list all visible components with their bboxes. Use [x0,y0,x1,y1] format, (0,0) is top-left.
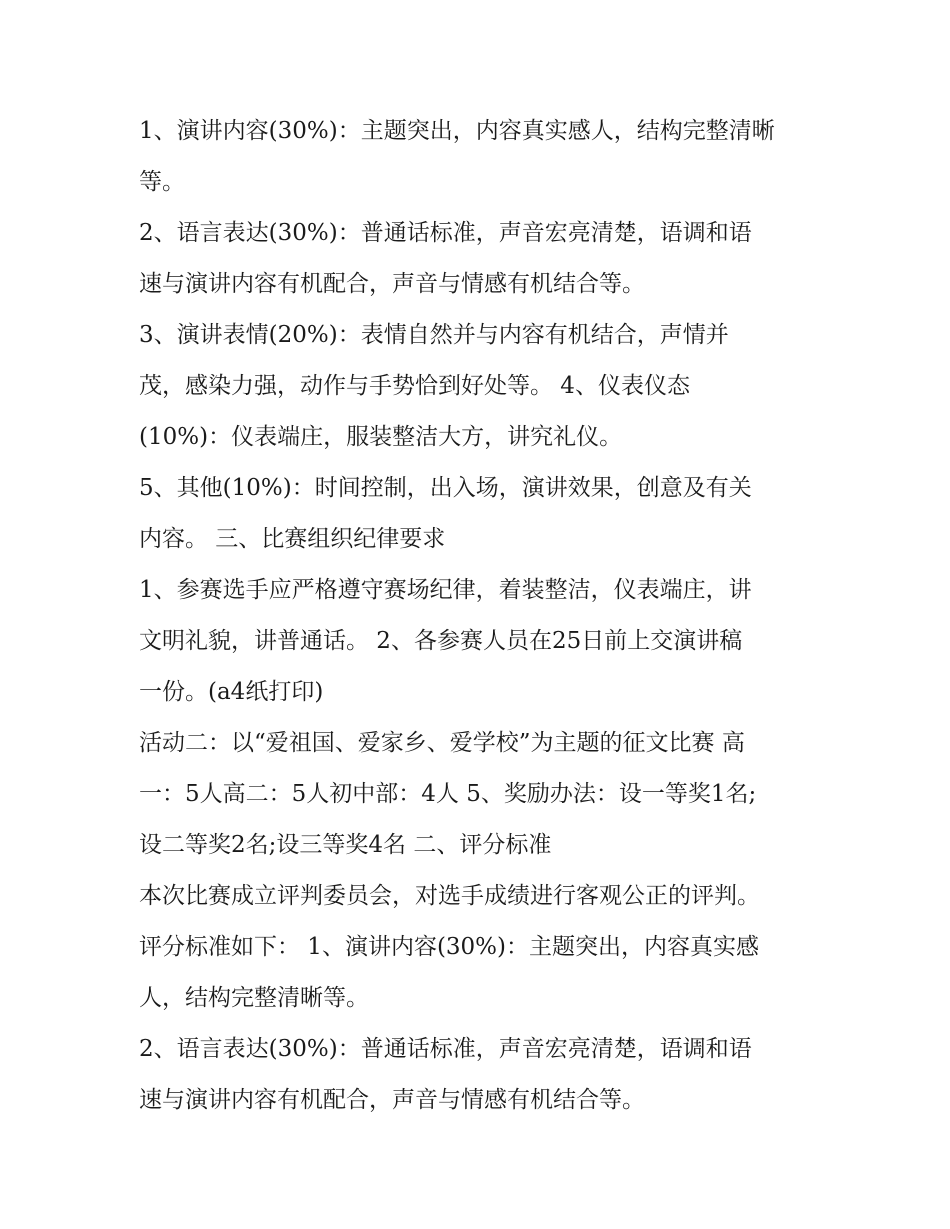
text-line: 等。 [139,169,185,195]
text-line: 本次比赛成立评判委员会，对选手成绩进行客观公正的评判。 [139,883,760,909]
document-body [139,108,829,1128]
text-line: 文明礼貌，讲普通话。 2、各参赛人员在25日前上交演讲稿 [139,628,743,654]
text-line: 2、语言表达(30%)：普通话标准，声音宏亮清楚，语调和语 [139,1036,752,1062]
text-line: 2、语言表达(30%)：普通话标准，声音宏亮清楚，语调和语 [139,220,752,246]
text-line: 活动二：以“爱祖国、爱家乡、爱学校”为主题的征文比赛 高 [139,730,745,756]
text-line: 1、参赛选手应严格遵守赛场纪律，着装整洁，仪表端庄，讲 [139,577,752,603]
text-line: 一份。(a4纸打印) [139,679,324,705]
text-line: 人，结构完整清晰等。 [139,985,369,1011]
text-line: 5、其他(10%)：时间控制，出入场，演讲效果，创意及有关 [139,475,752,501]
text-line: 速与演讲内容有机配合，声音与情感有机结合等。 [139,1087,645,1113]
text-line: 茂，感染力强，动作与手势恰到好处等。 4、仪表仪态 [139,373,690,399]
text-line: 评分标准如下： 1、演讲内容(30%)：主题突出，内容真实感 [139,934,760,960]
text-line: (10%)：仪表端庄，服装整洁大方，讲究礼仪。 [139,424,623,450]
text-line: 速与演讲内容有机配合，声音与情感有机结合等。 [139,271,645,297]
text-line: 一：5人高二：5人初中部：4人 5、奖励办法：设一等奖1名; [139,781,757,807]
text-line: 3、演讲表情(20%)：表情自然并与内容有机结合，声情并 [139,322,729,348]
text-line: 内容。 三、比赛组织纪律要求 [139,526,446,552]
text-line: 设二等奖2名;设三等奖4名 二、评分标准 [139,832,552,858]
text-line: 1、演讲内容(30%)：主题突出，内容真实感人，结构完整清晰 [139,118,775,144]
